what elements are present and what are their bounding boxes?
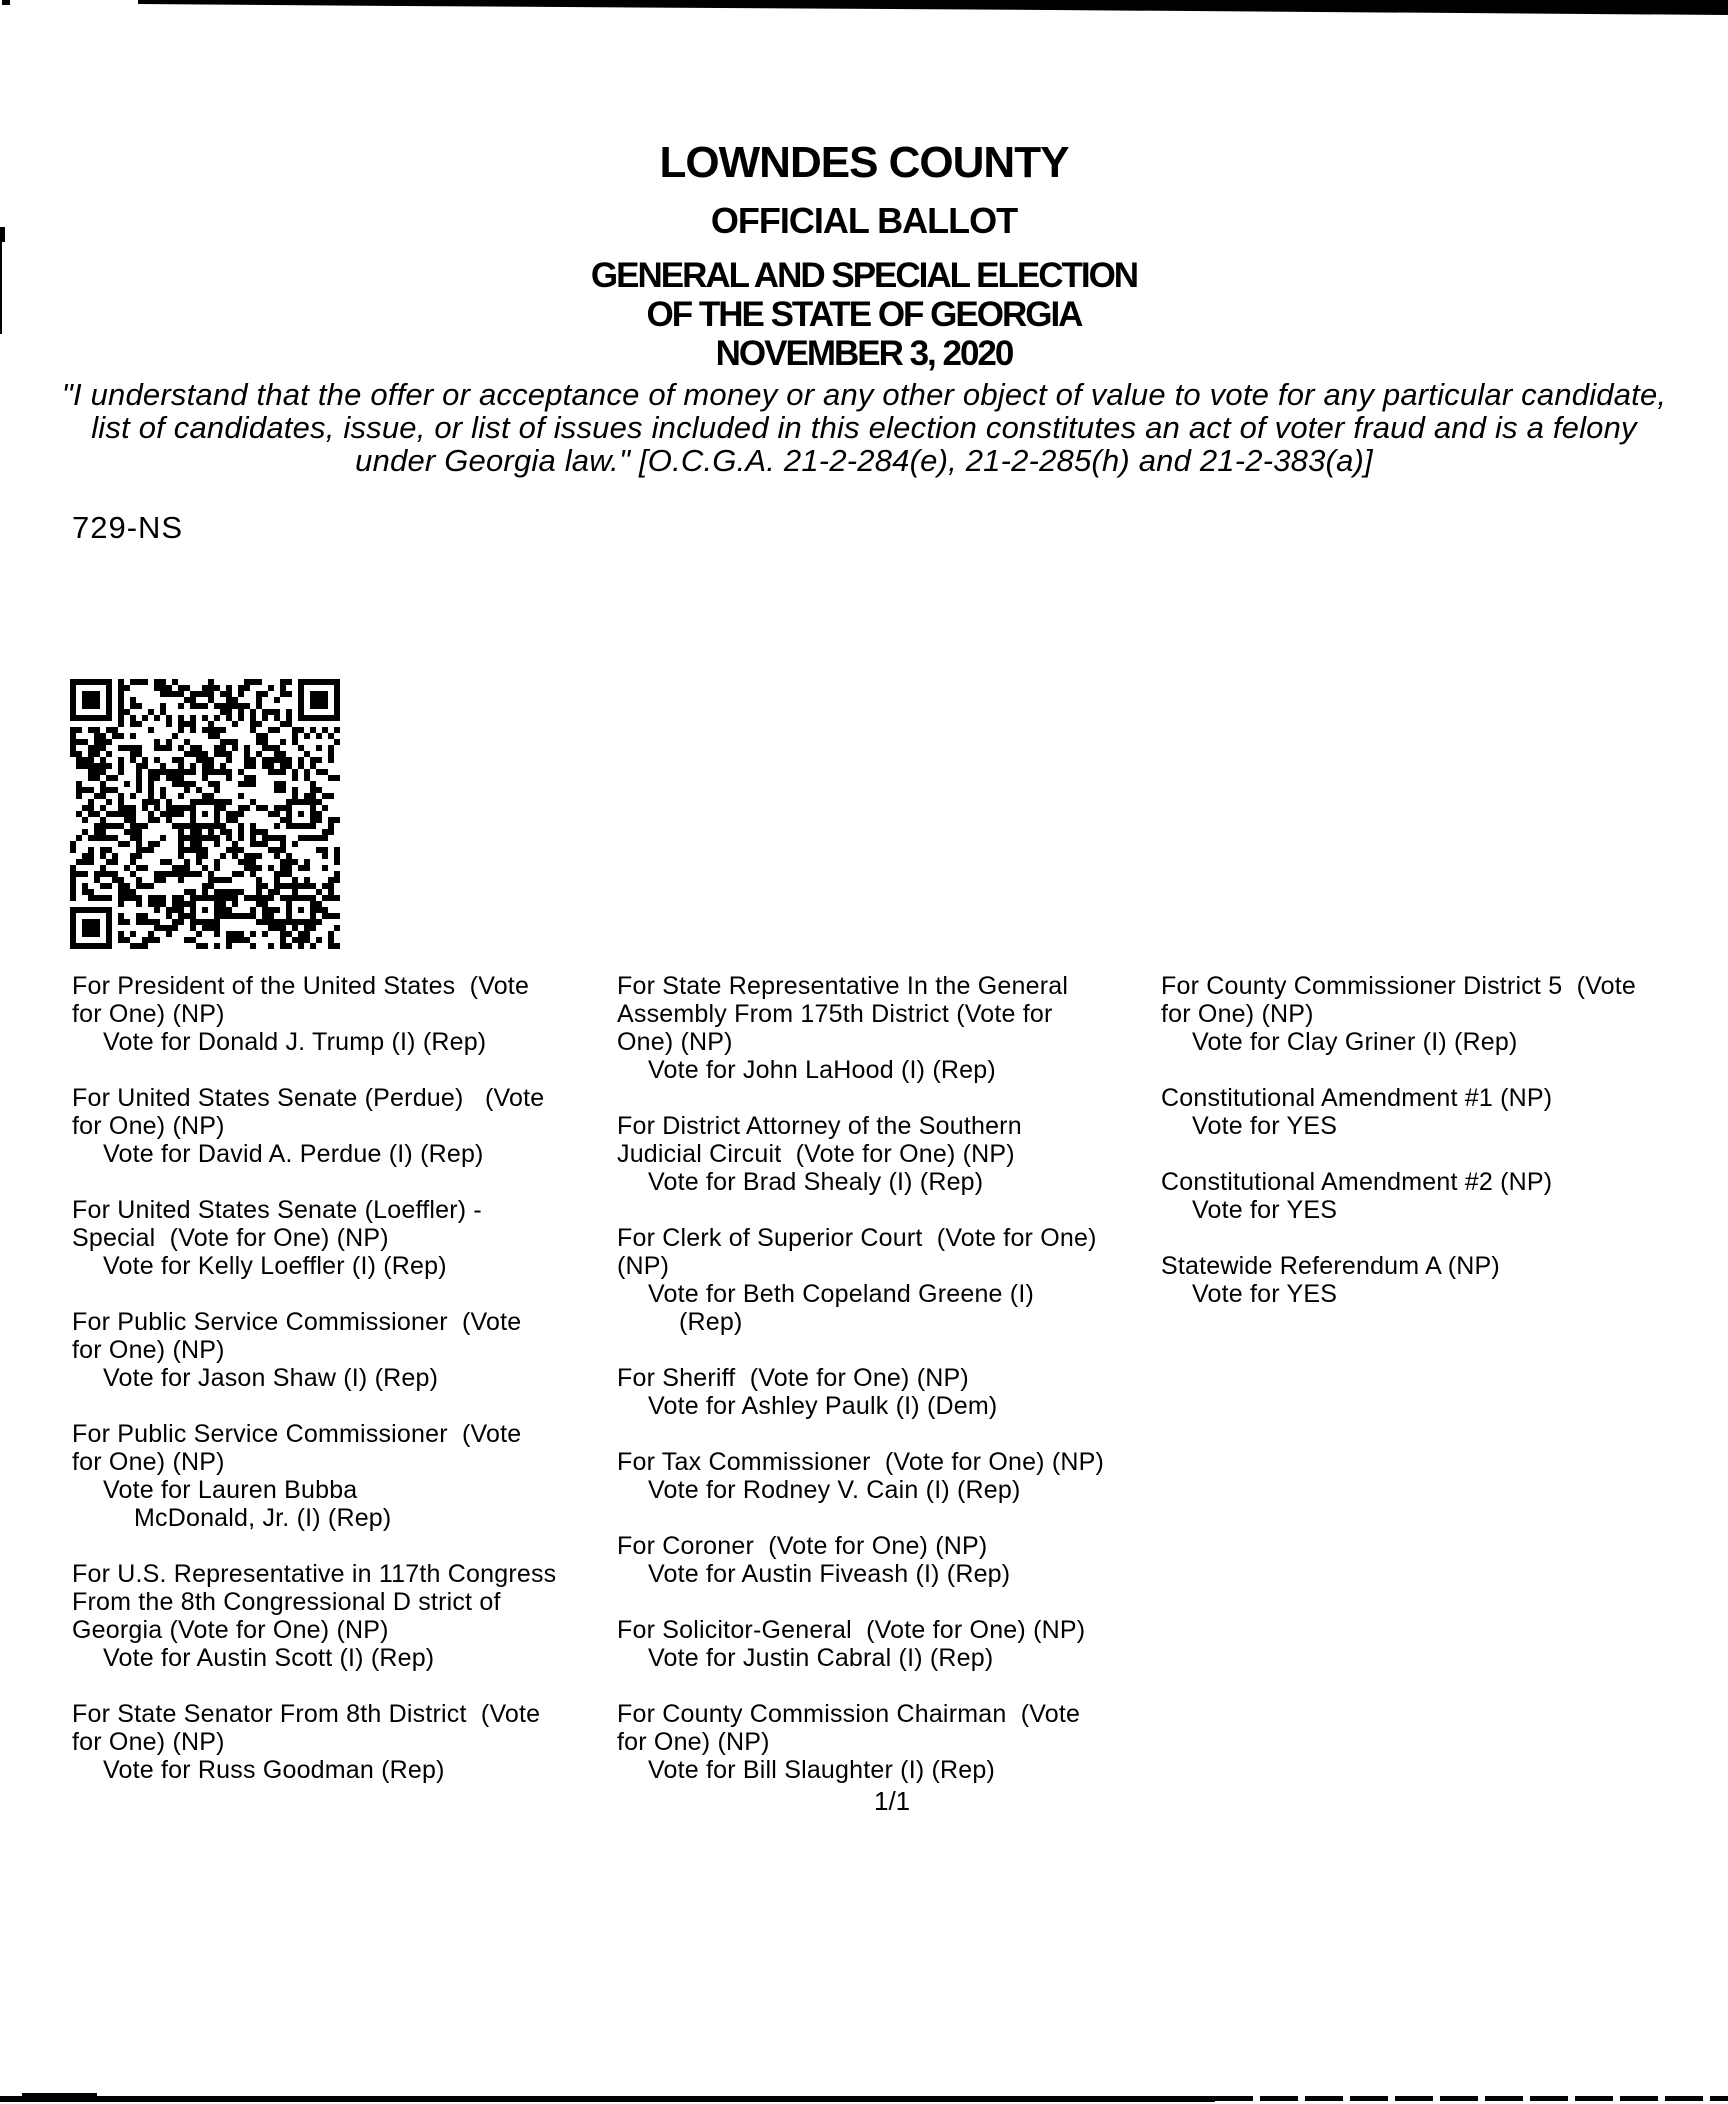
ballot-column-left (72, 972, 556, 1784)
vote-selection-line: Vote for Jason Shaw (I) (Rep) (103, 1364, 439, 1392)
vote-selection-line: Vote for Austin Scott (I) (Rep) (103, 1644, 435, 1672)
contest-title-line: Special (Vote for One) (NP) (72, 1224, 389, 1252)
ballot-contest (72, 1196, 556, 1280)
ballot-contest (617, 1700, 1104, 1784)
voter-fraud-disclaimer (0, 378, 1728, 477)
ballot-contest (1161, 1084, 1636, 1140)
vote-selection-line: Vote for Ashley Paulk (I) (Dem) (648, 1392, 998, 1420)
contest-gap (72, 1056, 556, 1084)
contest-gap (617, 1336, 1104, 1364)
page-number: 1/1 (874, 1786, 911, 1816)
contest-gap (1161, 1224, 1636, 1252)
contest-title-line: For United States Senate (Perdue) (Vote (72, 1084, 545, 1112)
contest-title-line: for One) (NP) (72, 1000, 225, 1028)
contest-title-line: Assembly From 175th District (Vote for (617, 1000, 1053, 1028)
contest-title-line: For State Representative In the General (617, 972, 1069, 1000)
contest-title-line: Constitutional Amendment #2 (NP) (1161, 1168, 1553, 1196)
ballot-contest (1161, 1252, 1636, 1308)
qr-code-icon (70, 679, 340, 949)
contest-gap (72, 1392, 556, 1420)
contest-title-line: For Clerk of Superior Court (Vote for One) (617, 1224, 1097, 1252)
contest-gap (617, 1672, 1104, 1700)
scan-artifact-bottom-solid (0, 2096, 1215, 2102)
vote-selection-line: Vote for David A. Perdue (I) (Rep) (103, 1140, 484, 1168)
contest-gap (72, 1532, 556, 1560)
contest-title-line: For Public Service Commissioner (Vote (72, 1308, 522, 1336)
ballot-contest (72, 1700, 556, 1784)
contest-title-line: Constitutional Amendment #1 (NP) (1161, 1084, 1553, 1112)
vote-selection-line: Vote for Lauren Bubba (103, 1476, 358, 1504)
scan-artifact-top-left-tick (2, 0, 10, 5)
vote-selection-line: Vote for Kelly Loeffler (I) (Rep) (103, 1252, 447, 1280)
contest-gap (617, 1196, 1104, 1224)
vote-selection-line: Vote for YES (1192, 1112, 1338, 1140)
contest-gap (72, 1280, 556, 1308)
contest-title-line: For Public Service Commissioner (Vote (72, 1420, 522, 1448)
election-title-block (0, 256, 1728, 373)
vote-selection-line: Vote for Justin Cabral (I) (Rep) (648, 1644, 994, 1672)
contest-gap (617, 1504, 1104, 1532)
contest-title-line: For United States Senate (Loeffler) - (72, 1196, 482, 1224)
contest-gap (617, 1084, 1104, 1112)
ballot-contest (617, 972, 1104, 1084)
vote-selection-line: Vote for Beth Copeland Greene (I) (648, 1280, 1034, 1308)
contest-gap (1161, 1140, 1636, 1168)
contest-title-line: One) (NP) (617, 1028, 733, 1056)
vote-selection-line: Vote for Austin Fiveash (I) (Rep) (648, 1560, 1011, 1588)
contest-title-line: From the 8th Congressional D strict of (72, 1588, 501, 1616)
disclaimer-line: "I understand that the offer or acceptance of money or any other object of value to vote for any particular candidate, (61, 377, 1667, 412)
contest-title-line: For Tax Commissioner (Vote for One) (NP) (617, 1448, 1105, 1476)
vote-selection-line: Vote for Rodney V. Cain (I) (Rep) (648, 1476, 1021, 1504)
ballot-contest (617, 1364, 1104, 1420)
scan-artifact-bottom-dashes (1215, 2096, 1728, 2101)
election-title-line: GENERAL AND SPECIAL ELECTION (590, 256, 1138, 295)
scan-artifact-top-bar (0, 0, 1728, 18)
contest-title-line: For President of the United States (Vote (72, 972, 530, 1000)
county-title: LOWNDES COUNTY (659, 138, 1069, 187)
contest-title-line: For Solicitor-General (Vote for One) (NP) (617, 1616, 1086, 1644)
ballot-contest (617, 1112, 1104, 1196)
ballot-contest (72, 1308, 556, 1392)
ballot-style-code: 729-NS (72, 510, 184, 545)
contest-gap (1161, 1056, 1636, 1084)
contest-title-line: Georgia (Vote for One) (NP) (72, 1616, 389, 1644)
contest-gap (617, 1420, 1104, 1448)
vote-selection-line: Vote for Clay Griner (I) (Rep) (1192, 1028, 1518, 1056)
ballot-contest (617, 1616, 1104, 1672)
contest-title-line: for One) (NP) (72, 1728, 225, 1756)
contest-title-line: (NP) (617, 1252, 670, 1280)
contest-title-line: for One) (NP) (72, 1336, 225, 1364)
ballot-column-middle (617, 972, 1104, 1784)
ballot-contest (617, 1532, 1104, 1588)
ballot-contest (1161, 1168, 1636, 1224)
ballot-contest (72, 1560, 556, 1672)
vote-selection-line: Vote for Brad Shealy (I) (Rep) (648, 1168, 984, 1196)
ballot-column-right (1161, 972, 1636, 1308)
vote-selection-line: McDonald, Jr. (I) (Rep) (134, 1504, 392, 1532)
election-title-line: NOVEMBER 3, 2020 (715, 334, 1013, 373)
contest-title-line: for One) (NP) (617, 1728, 770, 1756)
vote-selection-line: Vote for John LaHood (I) (Rep) (648, 1056, 996, 1084)
contest-title-line: For County Commission Chairman (Vote (617, 1700, 1081, 1728)
ballot-contest (617, 1448, 1104, 1504)
contest-title-line: for One) (NP) (72, 1112, 225, 1140)
vote-selection-line: Vote for Bill Slaughter (I) (Rep) (648, 1756, 996, 1784)
election-title-line: OF THE STATE OF GEORGIA (646, 295, 1082, 334)
vote-selection-line: Vote for YES (1192, 1196, 1338, 1224)
contest-gap (72, 1672, 556, 1700)
contest-gap (617, 1588, 1104, 1616)
contest-title-line: for One) (NP) (1161, 1000, 1314, 1028)
contest-title-line: For County Commissioner District 5 (Vote (1161, 972, 1636, 1000)
disclaimer-line: under Georgia law." [O.C.G.A. 21-2-284(e), 21-2-285(h) and 21-2-383(a)] (355, 443, 1373, 478)
vote-selection-line: (Rep) (679, 1308, 743, 1336)
contest-title-line: for One) (NP) (72, 1448, 225, 1476)
ballot-contest (72, 1084, 556, 1168)
contest-title-line: Statewide Referendum A (NP) (1161, 1252, 1500, 1280)
vote-selection-line: Vote for YES (1192, 1280, 1338, 1308)
disclaimer-line: list of candidates, issue, or list of issues included in this election constitutes an act of voter fraud and is a felony (91, 410, 1637, 445)
ballot-contest (72, 972, 556, 1056)
contest-title-line: For District Attorney of the Southern (617, 1112, 1022, 1140)
ballot-contest (1161, 972, 1636, 1056)
vote-selection-line: Vote for Russ Goodman (Rep) (103, 1756, 445, 1784)
contest-title-line: For Coroner (Vote for One) (NP) (617, 1532, 988, 1560)
contest-gap (72, 1168, 556, 1196)
vote-selection-line: Vote for Donald J. Trump (I) (Rep) (103, 1028, 487, 1056)
scan-artifact-bottom-bar (0, 2093, 1728, 2104)
contest-title-line: Judicial Circuit (Vote for One) (NP) (617, 1140, 1015, 1168)
contest-title-line: For Sheriff (Vote for One) (NP) (617, 1364, 969, 1392)
ballot-contest (72, 1420, 556, 1532)
contest-title-line: For U.S. Representative in 117th Congress (72, 1560, 557, 1588)
contest-title-line: For State Senator From 8th District (Vote (72, 1700, 541, 1728)
ballot-contest (617, 1224, 1104, 1336)
official-ballot-subtitle: OFFICIAL BALLOT (710, 200, 1018, 241)
